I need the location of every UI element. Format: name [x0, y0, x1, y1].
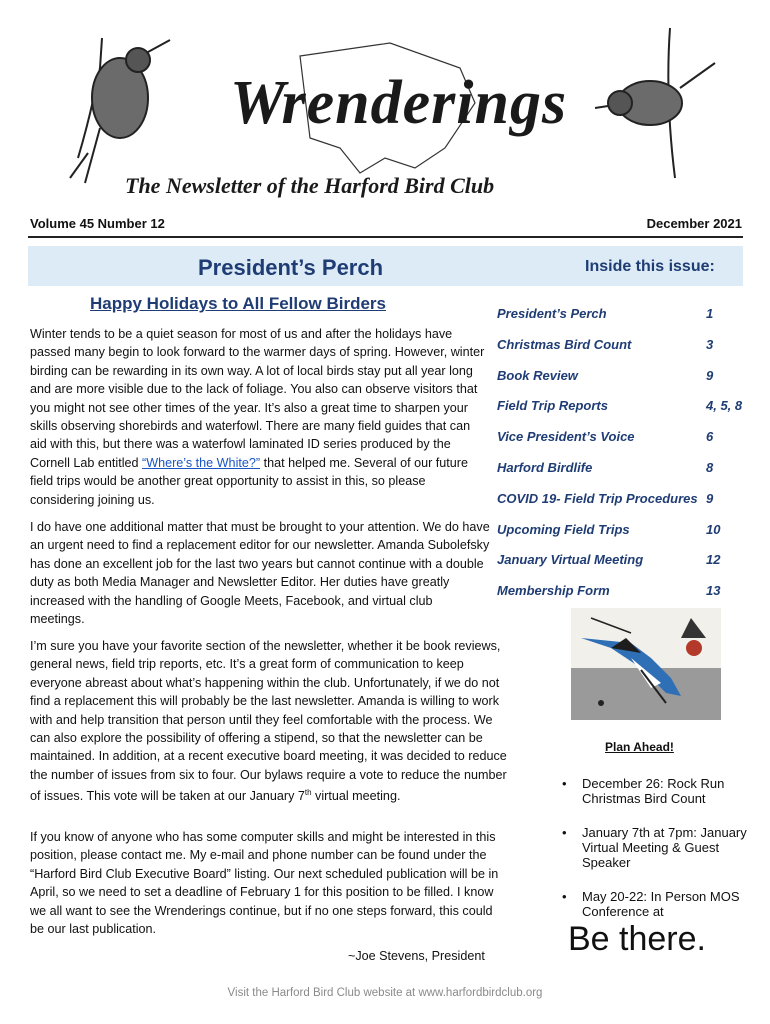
- footer-website: Visit the Harford Bird Club website at www.harfordbirdclub.org: [227, 987, 543, 999]
- toc-label: President’s Perch: [497, 306, 607, 321]
- masthead: [30, 8, 750, 208]
- toc-label: Book Review: [497, 367, 578, 383]
- toc-page: 3: [706, 336, 714, 352]
- toc-label: Upcoming Field Trips: [497, 521, 630, 537]
- toc-page: 1: [706, 306, 714, 321]
- toc-page: 13: [706, 583, 721, 599]
- right-wren-illustration: [595, 28, 715, 178]
- article-paragraph-4: [30, 828, 508, 938]
- toc-label: Field Trip Reports: [497, 398, 608, 414]
- toc-label: COVID 19- Field Trip Procedures: [497, 490, 698, 506]
- issue-date: December 2021: [646, 216, 742, 231]
- toc-label: January Virtual Meeting: [497, 552, 644, 568]
- paragraph-text: If you know of anyone who has some computer skills and might be interested in this position, please contact me. My e-mail and phone number can be found under the “Harford Bird Club Executive Board” listing. Our next scheduled publication will be in April, so we need to set a deadline of February 1 for this position to be filled. I know we all want to see the Wrenderings continue, but if no one steps forward, this could be our last publication.: [30, 830, 499, 937]
- blue-jay-illustration: [571, 608, 721, 720]
- toc-row[interactable]: [497, 456, 747, 487]
- paragraph-text: Winter tends to be a quiet season for most of us and after the holidays have passed many begin to look forward to the warmer days of spring. However, winter birding can be rewarding in its own way. A lot of local birds stay put all year long and are more visible due to the lack of foliage. You also can observe visitors that you might not see other times of the year. It’s also a great time to sharpen your skills observing shorebirds and waterfowl. There are many field guides that can aid with this, but there was a waterfowl laminated ID series produced by the Cornell Lab entitled: [30, 327, 485, 470]
- section-title: President’s Perch: [198, 255, 384, 280]
- plan-ahead-heading: Plan Ahead!: [605, 740, 674, 754]
- article-headline: Happy Holidays to All Fellow Birders: [90, 294, 386, 313]
- toc-label: Vice President’s Voice: [497, 429, 635, 445]
- toc-page: 8: [706, 459, 714, 475]
- toc-page: 10: [706, 521, 721, 537]
- table-of-contents: [497, 302, 747, 610]
- newsletter-subtitle: The Newsletter of the Harford Bird Club: [125, 173, 495, 198]
- toc-row[interactable]: [497, 333, 747, 364]
- toc-row[interactable]: [497, 518, 747, 549]
- bullet-icon: •: [562, 825, 567, 840]
- toc-page: 4, 5, 8: [706, 398, 743, 414]
- toc-page: 6: [706, 429, 714, 445]
- list-item-text: December 26: Rock Run Christmas Bird Count: [582, 776, 725, 806]
- toc-row[interactable]: [497, 394, 747, 425]
- toc-label: Christmas Bird Count: [497, 336, 632, 352]
- list-item: [560, 889, 750, 919]
- header-divider: [28, 236, 743, 238]
- paragraph-text: I’m sure you have your favorite section of the newsletter, whether it be book reviews, general news, field trip reports, etc. It’s a great form of communication to keep everyone abreast about what’s happening within the club. Unfortunately, if we do not find a replacement this will probably be the last newsletter. Amanda is willing to work with and help transition that person until they feel comfortable with the process. We can also explore the possibility of offering a stipend, so that the newsletter can be maintained. In addition, at a recent executive board meeting, it was decided to reduce the number of issues from six to four. Our bylaws require a vote to reduce the number of issues. This vote will be taken at our January 7: [30, 639, 507, 804]
- toc-row[interactable]: [497, 487, 747, 518]
- newsletter-title: Wrenderings: [230, 69, 568, 137]
- paragraph-text: that helped me. Several of our future field trips would be another great opportunity to assist in this, so please considering joining us.: [30, 455, 468, 507]
- paragraph-text: I do have one additional matter that must be brought to your attention. We do have an urgent need to find a replacement editor for our newsletter. Amanda Subolefsky has done an excellent job for the last two years but cannot continue with a double duty as both Media Manager and Newsletter Editor. Her duties have greatly increased with the handling of Google Meets, Facebook, and virtual club meetings.: [30, 520, 490, 627]
- article-paragraph-3: [30, 637, 510, 806]
- toc-page: 9: [706, 490, 714, 506]
- article-paragraph-1: [30, 325, 490, 509]
- toc-row[interactable]: [497, 548, 747, 579]
- toc-label: Membership Form: [497, 583, 610, 599]
- be-there-slogan: Be there.: [568, 920, 706, 958]
- wheres-the-white-link[interactable]: “Where’s the White?”: [142, 455, 261, 470]
- bullet-icon: •: [562, 776, 567, 791]
- list-item: [560, 776, 750, 806]
- toc-row[interactable]: [497, 302, 747, 333]
- list-item-text: January 7th at 7pm: January Virtual Meeting & Guest Speaker: [582, 825, 747, 870]
- left-wren-illustration: [70, 38, 170, 183]
- bullet-icon: •: [562, 889, 567, 904]
- list-item: [560, 825, 750, 870]
- paragraph-text: virtual meeting.: [311, 789, 401, 804]
- inside-issue-label: Inside this issue:: [585, 258, 715, 275]
- superscript: th: [304, 788, 312, 798]
- plan-ahead-list: [560, 776, 750, 938]
- toc-page: 12: [706, 552, 721, 568]
- list-item-text: May 20-22: In Person MOS Conference at: [582, 889, 740, 919]
- toc-row[interactable]: [497, 425, 747, 456]
- toc-page: 9: [706, 367, 714, 383]
- toc-label: Harford Birdlife: [497, 459, 593, 475]
- volume-number: Volume 45 Number 12: [30, 216, 165, 231]
- signature: ~Joe Stevens, President: [348, 949, 485, 963]
- toc-row[interactable]: [497, 579, 747, 610]
- article-paragraph-2: [30, 518, 490, 628]
- toc-row[interactable]: [497, 364, 747, 395]
